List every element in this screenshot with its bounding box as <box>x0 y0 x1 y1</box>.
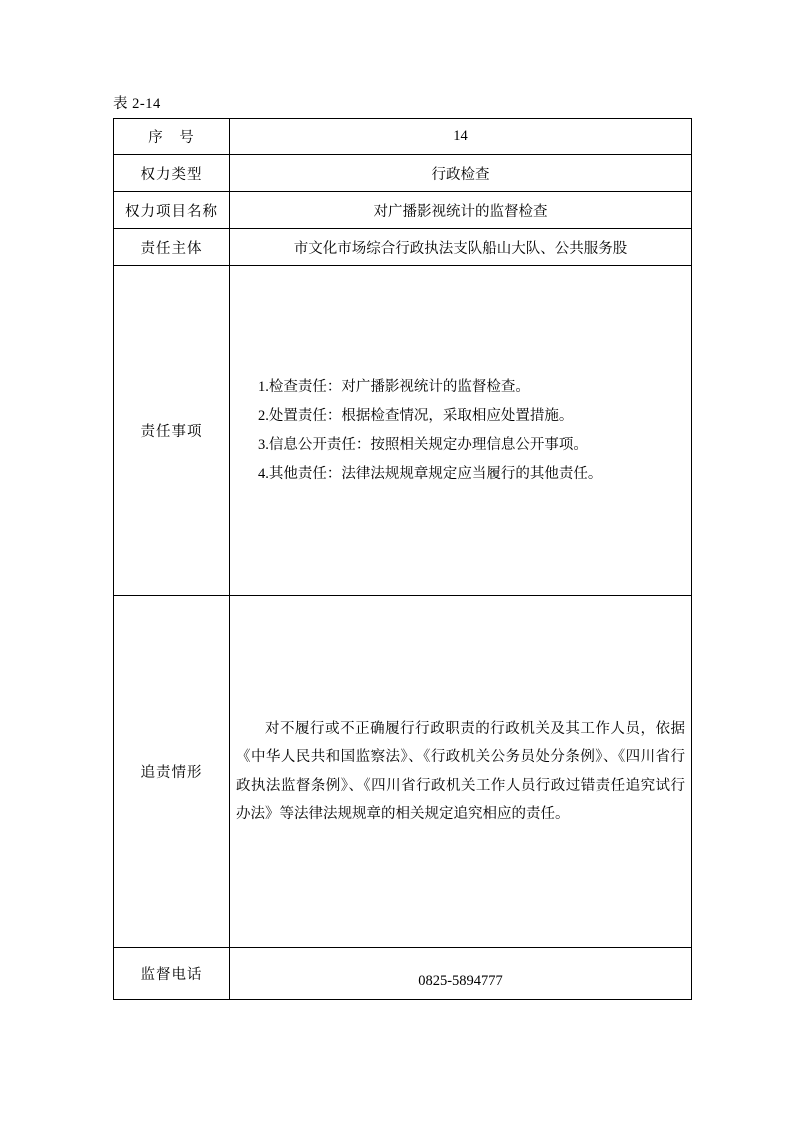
power-type-label: 权力类型 <box>114 155 230 192</box>
table-row <box>114 948 692 1000</box>
power-item-name-value: 对广播影视统计的监督检查 <box>230 192 692 229</box>
accountability-value <box>230 596 692 948</box>
list-item: 4.其他责任：法律法规规章规定应当履行的其他责任。 <box>258 465 603 482</box>
table-row <box>114 119 692 155</box>
phone-number: 0825-5894777 <box>418 973 503 989</box>
list-item: 2.处置责任：根据检查情况，采取相应处置措施。 <box>258 407 574 424</box>
duties-list <box>258 373 691 489</box>
duties-label: 责任事项 <box>114 266 230 596</box>
table-row <box>114 229 692 266</box>
accountability-text: 对不履行或不正确履行行政职责的行政机关及其工作人员，依据《中华人民共和国监察法》、《行政机关公务员处分条例》、《四川省行政执法监督条例》、《四川省行政机关工作人员行政过错责任追究试行办法》等法律法规规章的相关规定追究相应的责任。 <box>236 720 685 822</box>
table-row <box>114 192 692 229</box>
table-row <box>114 266 692 596</box>
list-item: 1.检查责任：对广播影视统计的监督检查。 <box>258 378 530 395</box>
list-item: 3.信息公开责任：按照相关规定办理信息公开事项。 <box>258 436 588 453</box>
supervision-phone-value <box>230 948 692 1000</box>
responsible-subject-label: 责任主体 <box>114 229 230 266</box>
power-item-name-label: 权力项目名称 <box>114 192 230 229</box>
table-row <box>114 155 692 192</box>
duties-value <box>230 266 692 596</box>
responsible-subject-value: 市文化市场综合行政执法支队船山大队、公共服务股 <box>230 229 692 266</box>
table-caption: 表 2-14 <box>113 96 161 112</box>
table-row <box>114 596 692 948</box>
power-item-table <box>113 118 692 1000</box>
serial-value: 14 <box>230 119 692 155</box>
serial-label: 序 号 <box>114 119 230 155</box>
power-type-value: 行政检查 <box>230 155 692 192</box>
accountability-label: 追责情形 <box>114 596 230 948</box>
supervision-phone-label: 监督电话 <box>114 948 230 1000</box>
